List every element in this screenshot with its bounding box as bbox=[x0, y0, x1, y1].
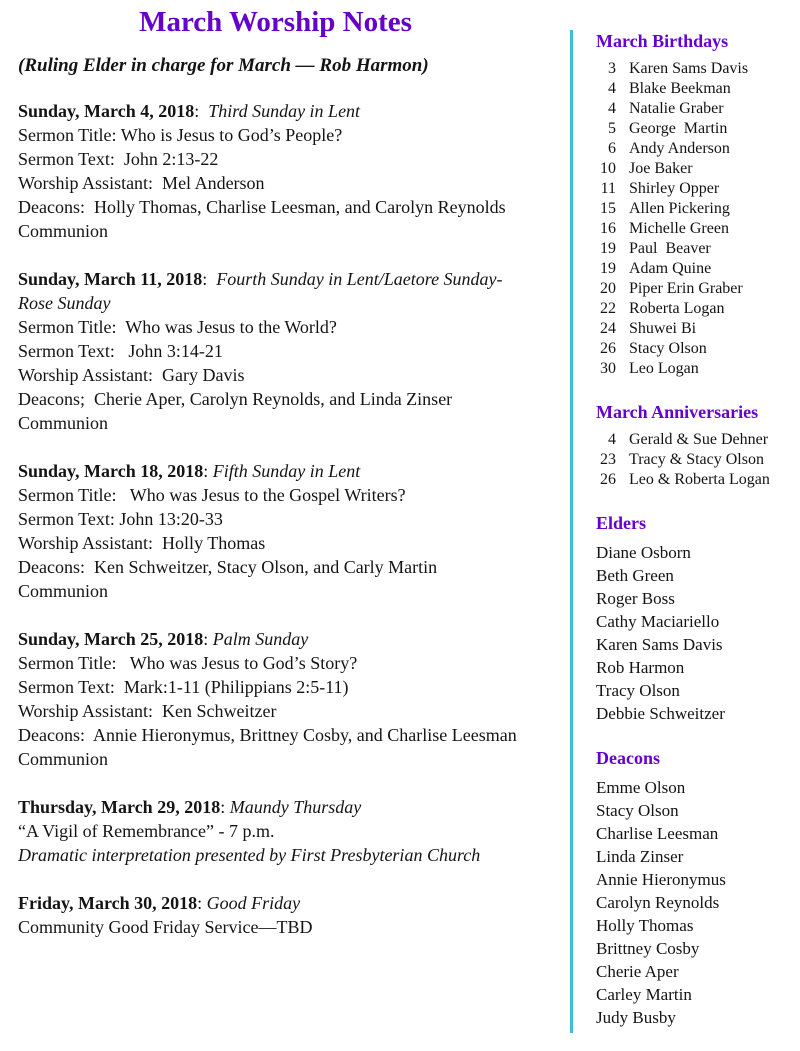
birthday-name: Natalie Graber bbox=[629, 100, 724, 117]
birthday-row bbox=[596, 119, 794, 139]
birthday-day: 22 bbox=[600, 300, 616, 317]
worship-notes-column bbox=[18, 6, 533, 963]
anniversaries-heading: March Anniversaries bbox=[596, 402, 759, 422]
birthday-name: Joe Baker bbox=[629, 160, 693, 177]
anniversary-row bbox=[596, 430, 794, 450]
service-section bbox=[18, 267, 533, 435]
birthday-name: Karen Sams Davis bbox=[629, 60, 749, 77]
deacon-name: Stacy Olson bbox=[596, 801, 679, 820]
birthday-day: 4 bbox=[608, 80, 616, 97]
service-line: Worship Assistant: Gary Davis bbox=[18, 365, 245, 385]
service-line: Deacons; Cherie Aper, Carolyn Reynolds, and Linda Zinser bbox=[18, 389, 453, 409]
service-line: Deacons: Ken Schweitzer, Stacy Olson, and Carly Martin bbox=[18, 557, 438, 577]
service-heading bbox=[18, 459, 533, 483]
service-line: Sermon Text: John 13:20-33 bbox=[18, 509, 223, 529]
anniversary-name: Leo & Roberta Logan bbox=[629, 471, 770, 488]
service-line: Communion bbox=[18, 413, 109, 433]
page-title: March Worship Notes bbox=[139, 6, 412, 38]
service-heading bbox=[18, 627, 533, 651]
birthday-row bbox=[596, 79, 794, 99]
service-line: Sermon Title: Who was Jesus to the Gospel Writers? bbox=[18, 485, 406, 505]
service-line: Community Good Friday Service—TBD bbox=[18, 917, 313, 937]
birthday-day: 10 bbox=[600, 160, 616, 177]
birthday-day: 30 bbox=[600, 360, 616, 377]
birthday-row bbox=[596, 239, 794, 259]
birthdays-list bbox=[596, 59, 794, 379]
elders-section bbox=[596, 512, 794, 725]
service-line: Worship Assistant: Holly Thomas bbox=[18, 533, 266, 553]
deacons-section bbox=[596, 747, 794, 1029]
service-line: Worship Assistant: Mel Anderson bbox=[18, 173, 265, 193]
birthday-row bbox=[596, 59, 794, 79]
birthday-name: Michelle Green bbox=[629, 220, 729, 237]
service-occasion: Palm Sunday bbox=[212, 629, 309, 649]
service-line: Sermon Title: Who is Jesus to God’s People? bbox=[18, 125, 343, 145]
birthday-row bbox=[596, 219, 794, 239]
birthdays-section bbox=[596, 30, 794, 379]
birthday-row bbox=[596, 339, 794, 359]
service-date-separator: : bbox=[202, 269, 217, 289]
ruling-elder-note: (Ruling Elder in charge for March — Rob Harmon) bbox=[18, 55, 429, 76]
column-divider bbox=[570, 30, 573, 1033]
sidebar bbox=[596, 30, 794, 1051]
elder-name: Debbie Schweitzer bbox=[596, 704, 725, 723]
birthday-name: Blake Beekman bbox=[629, 80, 731, 97]
service-lines bbox=[18, 315, 533, 435]
service-section bbox=[18, 891, 533, 939]
elder-name: Diane Osborn bbox=[596, 543, 691, 562]
service-line: Sermon Text: John 2:13-22 bbox=[18, 149, 219, 169]
birthday-name: Leo Logan bbox=[629, 360, 699, 377]
birthday-row bbox=[596, 259, 794, 279]
birthday-day: 24 bbox=[600, 320, 616, 337]
service-heading bbox=[18, 267, 533, 315]
service-occasion: Fifth Sunday in Lent bbox=[212, 461, 361, 481]
birthday-day: 4 bbox=[608, 100, 616, 117]
deacon-name: Judy Busby bbox=[596, 1008, 676, 1027]
service-date: Sunday, March 11, 2018 bbox=[18, 269, 203, 289]
service-section bbox=[18, 99, 533, 243]
birthday-name: Andy Anderson bbox=[629, 140, 730, 157]
elder-name: Cathy Maciariello bbox=[596, 612, 720, 631]
birthday-name: Allen Pickering bbox=[629, 200, 730, 217]
birthday-name: Paul Beaver bbox=[629, 240, 711, 257]
birthdays-heading: March Birthdays bbox=[596, 31, 729, 51]
deacon-name: Carolyn Reynolds bbox=[596, 893, 720, 912]
birthday-name: Piper Erin Graber bbox=[629, 280, 743, 297]
anniversary-row bbox=[596, 450, 794, 470]
service-date-separator: : bbox=[203, 461, 213, 481]
service-section bbox=[18, 459, 533, 603]
birthday-row bbox=[596, 279, 794, 299]
deacon-name: Charlise Leesman bbox=[596, 824, 719, 843]
service-date: Sunday, March 4, 2018 bbox=[18, 101, 195, 121]
service-section bbox=[18, 795, 533, 867]
birthday-name: George Martin bbox=[629, 120, 728, 137]
anniversary-name: Gerald & Sue Dehner bbox=[629, 431, 769, 448]
service-lines bbox=[18, 915, 533, 939]
elders-list bbox=[596, 541, 794, 725]
deacons-list bbox=[596, 776, 794, 1029]
birthday-name: Adam Quine bbox=[629, 260, 712, 277]
service-line: Dramatic interpretation presented by First Presbyterian Church bbox=[18, 845, 481, 865]
birthday-row bbox=[596, 299, 794, 319]
service-lines bbox=[18, 483, 533, 603]
service-occasion: Maundy Thursday bbox=[229, 797, 362, 817]
birthday-row bbox=[596, 139, 794, 159]
service-line: Communion bbox=[18, 221, 109, 241]
birthday-day: 5 bbox=[608, 120, 616, 137]
deacon-name: Holly Thomas bbox=[596, 916, 694, 935]
service-heading bbox=[18, 99, 533, 123]
birthday-name: Shirley Opper bbox=[629, 180, 720, 197]
anniversaries-section bbox=[596, 401, 794, 490]
elder-name: Beth Green bbox=[596, 566, 674, 585]
deacons-heading: Deacons bbox=[596, 748, 660, 768]
service-line: Sermon Text: Mark:1-11 (Philippians 2:5-11) bbox=[18, 677, 349, 697]
birthday-name: Stacy Olson bbox=[629, 340, 707, 357]
service-lines bbox=[18, 651, 533, 771]
service-line: Sermon Text: John 3:14-21 bbox=[18, 341, 223, 361]
birthday-day: 19 bbox=[600, 260, 616, 277]
deacon-name: Carley Martin bbox=[596, 985, 692, 1004]
service-heading bbox=[18, 795, 533, 819]
birthday-row bbox=[596, 319, 794, 339]
service-line: Deacons: Annie Hieronymus, Brittney Cosby, and Charlise Leesman bbox=[18, 725, 517, 745]
deacon-name: Annie Hieronymus bbox=[596, 870, 726, 889]
anniversary-row bbox=[596, 470, 794, 490]
service-date: Sunday, March 18, 2018 bbox=[18, 461, 204, 481]
deacon-name: Emme Olson bbox=[596, 778, 686, 797]
service-line: Worship Assistant: Ken Schweitzer bbox=[18, 701, 277, 721]
birthday-row bbox=[596, 179, 794, 199]
birthday-day: 19 bbox=[600, 240, 616, 257]
birthday-day: 26 bbox=[600, 340, 616, 357]
service-heading bbox=[18, 891, 533, 915]
elder-name: Tracy Olson bbox=[596, 681, 680, 700]
service-line: Sermon Title: Who was Jesus to the World? bbox=[18, 317, 337, 337]
anniversary-name: Tracy & Stacy Olson bbox=[629, 451, 764, 468]
anniversary-day: 26 bbox=[600, 471, 616, 488]
service-date-separator: : bbox=[194, 101, 209, 121]
anniversary-day: 23 bbox=[600, 451, 616, 468]
service-line: Communion bbox=[18, 749, 109, 769]
service-date-separator: : bbox=[197, 893, 207, 913]
birthday-row bbox=[596, 199, 794, 219]
birthday-day: 15 bbox=[600, 200, 616, 217]
service-line: “A Vigil of Remembrance” - 7 p.m. bbox=[18, 821, 275, 841]
service-lines bbox=[18, 123, 533, 243]
service-line: Sermon Title: Who was Jesus to God’s Story? bbox=[18, 653, 358, 673]
birthday-name: Roberta Logan bbox=[629, 300, 725, 317]
deacon-name: Brittney Cosby bbox=[596, 939, 700, 958]
elder-name: Karen Sams Davis bbox=[596, 635, 723, 654]
service-occasion: Third Sunday in Lent bbox=[208, 101, 361, 121]
service-occasion: Good Friday bbox=[206, 893, 301, 913]
elder-name: Roger Boss bbox=[596, 589, 675, 608]
deacon-name: Cherie Aper bbox=[596, 962, 679, 981]
elders-heading: Elders bbox=[596, 513, 647, 533]
service-lines bbox=[18, 819, 533, 867]
birthday-day: 20 bbox=[600, 280, 616, 297]
service-date: Friday, March 30, 2018 bbox=[18, 893, 198, 913]
elder-name: Rob Harmon bbox=[596, 658, 685, 677]
birthday-row bbox=[596, 99, 794, 119]
birthday-name: Shuwei Bi bbox=[629, 320, 697, 337]
birthday-day: 6 bbox=[608, 140, 616, 157]
birthday-row bbox=[596, 159, 794, 179]
birthday-day: 16 bbox=[600, 220, 616, 237]
birthday-day: 3 bbox=[608, 60, 616, 77]
service-date: Sunday, March 25, 2018 bbox=[18, 629, 204, 649]
service-date-separator: : bbox=[203, 629, 213, 649]
anniversary-day: 4 bbox=[608, 431, 616, 448]
service-line: Deacons: Holly Thomas, Charlise Leesman, and Carolyn Reynolds bbox=[18, 197, 506, 217]
birthday-day: 11 bbox=[600, 180, 616, 197]
service-date-separator: : bbox=[220, 797, 230, 817]
services-list bbox=[18, 99, 533, 939]
service-line: Communion bbox=[18, 581, 109, 601]
anniversaries-list bbox=[596, 430, 794, 490]
birthday-row bbox=[596, 359, 794, 379]
service-date: Thursday, March 29, 2018 bbox=[18, 797, 221, 817]
service-occasion: Fourth Sunday in Lent/Laetore Sunday-Rose Sunday bbox=[18, 269, 503, 313]
deacon-name: Linda Zinser bbox=[596, 847, 684, 866]
service-section bbox=[18, 627, 533, 771]
